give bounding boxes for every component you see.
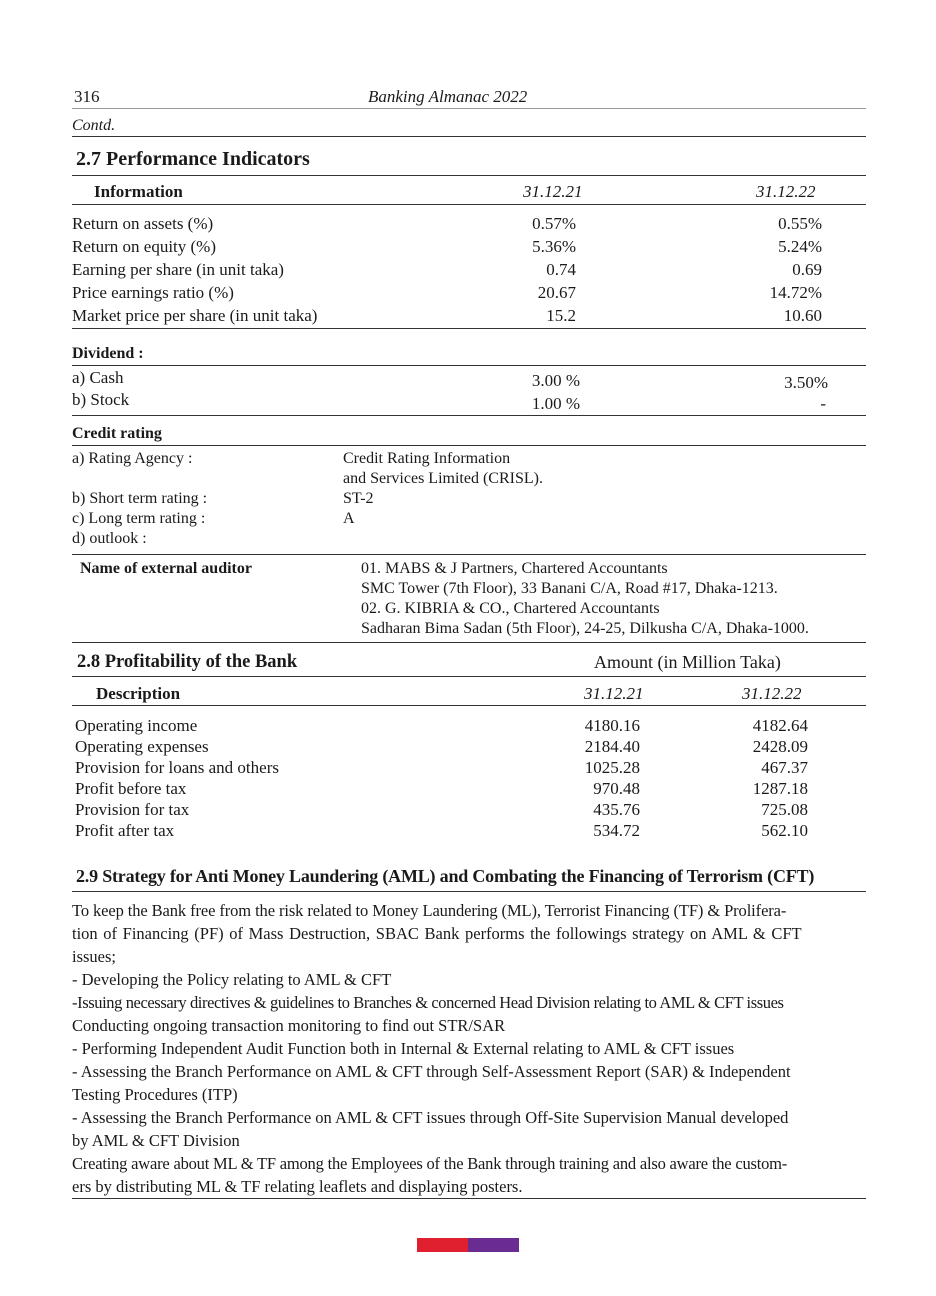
rule (72, 175, 866, 176)
footer-bar-red (417, 1238, 468, 1252)
column-header-2021: 31.12.21 (523, 182, 583, 201)
column-header-2022: 31.12.22 (742, 684, 802, 703)
rule (72, 136, 866, 137)
row-label: Return on assets (%) (72, 214, 214, 233)
value-2022: 4182.64 (752, 716, 808, 735)
long-term-rating-value: A (343, 510, 355, 527)
value-2022: 1287.18 (752, 779, 808, 798)
row-label: Price earnings ratio (%) (72, 283, 234, 302)
table-row (0, 236, 936, 258)
credit-rating-heading: Credit rating (72, 425, 162, 442)
auditor-line: 01. MABS & J Partners, Chartered Accountants (361, 560, 668, 577)
table-row (0, 778, 936, 800)
short-term-rating-label: b) Short term rating : (72, 490, 208, 507)
aml-line: Testing Procedures (ITP) (72, 1085, 238, 1104)
row-label: Provision for tax (75, 800, 190, 819)
column-header-2021: 31.12.21 (584, 684, 644, 703)
table-row (0, 213, 936, 235)
auditor-line: Sadharan Bima Sadan (5th Floor), 24-25, Dilkusha C/A, Dhaka-1000. (361, 620, 809, 637)
page-number: 316 (74, 87, 100, 106)
row-label: Profit before tax (75, 779, 187, 798)
table-row (0, 715, 936, 737)
aml-line: tion of Financing (PF) of Mass Destruction, SBAC Bank performs the followings strategy on AML & CFT (72, 924, 802, 943)
rating-agency-value: Credit Rating Information (343, 450, 511, 467)
row-label: Market price per share (in unit taka) (72, 306, 318, 325)
value-2021: 0.57% (532, 214, 576, 233)
column-header-description: Description (96, 684, 181, 703)
row-label: Operating expenses (75, 737, 209, 756)
value-2021: 0.74 (546, 260, 576, 279)
table-row (0, 820, 936, 842)
rule (72, 204, 866, 205)
value-2022: 14.72% (769, 283, 822, 302)
value-2021: 970.48 (593, 779, 640, 798)
table-row (0, 282, 936, 304)
rule (72, 365, 866, 366)
section-heading-profitability: 2.8 Profitability of the Bank (77, 652, 298, 672)
rule (72, 705, 866, 706)
footer-bar-purple (468, 1238, 519, 1252)
table-row (0, 736, 936, 758)
aml-line: Creating aware about ML & TF among the Employees of the Bank through training and also aware the custom- (72, 1154, 788, 1173)
short-term-rating-value: ST-2 (343, 490, 374, 507)
aml-line: by AML & CFT Division (72, 1131, 240, 1150)
row-label: Operating income (75, 716, 198, 735)
value-2021: 3.00 % (531, 371, 580, 390)
value-2022: 467.37 (761, 758, 808, 777)
outlook-label: d) outlook : (72, 530, 147, 547)
column-header-2022: 31.12.22 (756, 182, 816, 201)
aml-line: -Issuing necessary directives & guidelines to Branches & concerned Head Division relating to AML & CFT issues (72, 993, 784, 1012)
column-header-information: Information (94, 182, 183, 201)
rating-agency-value-2: and Services Limited (CRISL). (343, 470, 543, 487)
aml-line: - Assessing the Branch Performance on AML & CFT through Self-Assessment Report (SAR) & Independent (72, 1062, 791, 1081)
aml-line: - Developing the Policy relating to AML & CFT (72, 970, 392, 989)
value-2022: 725.08 (761, 800, 808, 819)
value-2022: 2428.09 (752, 737, 808, 756)
rule (72, 891, 866, 892)
value-2021: 5.36% (532, 237, 576, 256)
value-2022: 562.10 (761, 821, 808, 840)
value-2021: 435.76 (593, 800, 640, 819)
section-heading-aml: 2.9 Strategy for Anti Money Laundering (AML) and Combating the Financing of Terrorism (CFT) (76, 866, 815, 886)
value-2021: 2184.40 (584, 737, 640, 756)
table-row (0, 305, 936, 327)
table-row (0, 757, 936, 779)
section-heading-performance: 2.7 Performance Indicators (76, 148, 310, 170)
value-2021: 534.72 (593, 821, 640, 840)
dividend-heading: Dividend : (72, 345, 144, 362)
table-row (0, 799, 936, 821)
table-row (0, 259, 936, 281)
rule (72, 676, 866, 677)
value-2021: 15.2 (546, 306, 576, 325)
value-2022: 3.50% (784, 373, 828, 392)
row-label: Provision for loans and others (75, 758, 279, 777)
running-title: Banking Almanac 2022 (368, 87, 528, 106)
row-label: a) Cash (72, 368, 124, 387)
value-2021: 1025.28 (584, 758, 640, 777)
header-rule (72, 108, 866, 109)
rule (72, 642, 866, 643)
contd-label: Contd. (72, 117, 116, 134)
value-2021: 4180.16 (584, 716, 640, 735)
row-label: Earning per share (in unit taka) (72, 260, 284, 279)
aml-line: ers by distributing ML & TF relating leaflets and displaying posters. (72, 1177, 523, 1196)
auditor-line: SMC Tower (7th Floor), 33 Banani C/A, Road #17, Dhaka-1213. (361, 580, 778, 597)
long-term-rating-label: c) Long term rating : (72, 510, 206, 527)
value-2022: 10.60 (783, 306, 822, 325)
amount-note: Amount (in Million Taka) (594, 652, 781, 672)
external-auditor-label: Name of external auditor (80, 560, 252, 577)
auditor-line: 02. G. KIBRIA & CO., Chartered Accountants (361, 600, 660, 617)
row-label: Profit after tax (75, 821, 175, 840)
aml-line: Conducting ongoing transaction monitoring to find out STR/SAR (72, 1016, 506, 1035)
aml-line: issues; (72, 947, 117, 966)
rating-agency-label: a) Rating Agency : (72, 450, 193, 467)
aml-line: - Assessing the Branch Performance on AML & CFT issues through Off-Site Supervision Manual developed (72, 1108, 789, 1127)
row-label: b) Stock (72, 390, 130, 409)
value-2022: 5.24% (778, 237, 822, 256)
rule (72, 445, 866, 446)
row-label: Return on equity (%) (72, 237, 216, 256)
value-2022: 0.55% (778, 214, 822, 233)
aml-line: - Performing Independent Audit Function both in Internal & External relating to AML & CFT issues (72, 1039, 735, 1058)
rule (72, 415, 866, 416)
value-2022: 0.69 (792, 260, 822, 279)
rule (72, 328, 866, 329)
value-2021: 20.67 (537, 283, 576, 302)
rule (72, 554, 866, 555)
rule (72, 1198, 866, 1199)
aml-line: To keep the Bank free from the risk related to Money Laundering (ML), Terrorist Financing (TF) & Prolifera- (72, 901, 787, 920)
value-2022: - (820, 394, 826, 413)
value-2021: 1.00 % (531, 394, 580, 413)
